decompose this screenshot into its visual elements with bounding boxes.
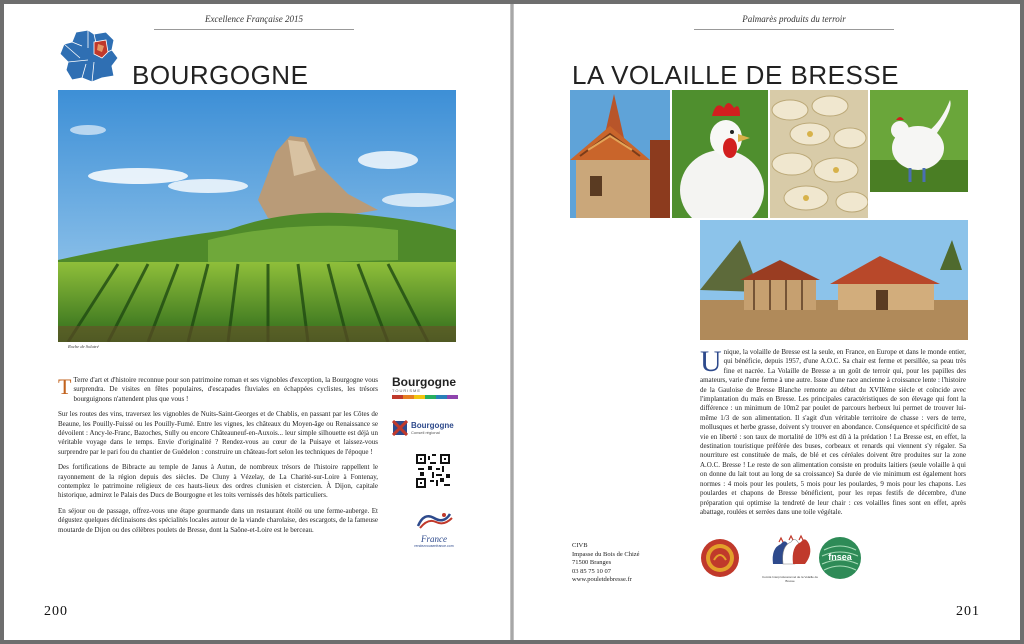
- france-tourism-logo: [406, 510, 462, 548]
- wrapped-poultry-photo: [770, 90, 868, 218]
- dropcap: T: [58, 374, 72, 399]
- region-shield-icon: [392, 420, 408, 436]
- france-logo-url: rendezvousenfrance.com: [414, 544, 454, 548]
- contact-org: CIVB: [572, 542, 588, 549]
- contact-address: Impasse du Bois de Chizé: [572, 550, 640, 558]
- paragraph-intro: [58, 376, 378, 404]
- region-logo-sub: Conseil régional: [411, 430, 440, 435]
- vineyard-photo: [58, 90, 456, 342]
- running-rule-right: [694, 29, 894, 30]
- dropcap: U: [700, 345, 722, 378]
- running-rule-left: [154, 29, 354, 30]
- page-number-left: 200: [44, 604, 68, 619]
- three-roosters-icon: [767, 534, 813, 570]
- france-logo-wordmark: France: [421, 534, 447, 544]
- paragraph: En séjour ou de passage, offrez-vous une étape gourmande dans un restaurant étoilé ou une ferme-auberge. Et dégustez quelques déclinaisons des spécialités locales autour de la viande charolaise, des escargots, de la fameuse moutarde de Dijon ou des célèbres poulets de Bresse, dont la Saône-et-Loire est le berceau.: [58, 506, 378, 534]
- paragraph: Des fortifications de Bibracte au temple de Janus à Autun, de nombreux trésors de l'histoire rappellent le rayonnement de la région depuis des siècles. De Cluny à Vézelay, de La Charité-sur-Loire à Fontenay, contemplez le patrimoine religieux de ces hauts-lieux des ordres clunisien et cistercien. À Dijon, capitale historique, admirez le Palais des Ducs de Bourgogne et les toits vernissés des hôtels particuliers.: [58, 463, 378, 500]
- bourgogne-region-logo: [392, 418, 462, 438]
- page-title-bourgogne: BOURGOGNE: [132, 60, 309, 90]
- running-title-left: Excellence Française 2015: [205, 14, 303, 24]
- bourgogne-tourisme-logo: [392, 376, 458, 404]
- fnsea-logo: [818, 536, 862, 580]
- bresse-farm-photo: [700, 220, 968, 340]
- right-page: [514, 4, 1020, 640]
- france-flag-swirl-icon: [414, 510, 454, 530]
- color-stripe-icon: [392, 395, 458, 399]
- church-tower-photo: [570, 90, 670, 218]
- page-title-volaille: LA VOLAILLE DE BRESSE: [572, 60, 899, 90]
- white-chicken-photo: [870, 90, 968, 192]
- contact-city: 71500 Branges: [572, 559, 612, 566]
- contact-website-link[interactable]: www.pouletdebresse.fr: [572, 576, 632, 583]
- magazine-spread: [4, 4, 1020, 640]
- bourgogne-logo-wordmark: Bourgogne: [392, 375, 456, 389]
- bourgogne-logo-sub: TOURISME: [392, 388, 422, 393]
- article-body-left: [58, 376, 378, 541]
- contact-block: [572, 542, 640, 585]
- rooster-head-photo: [672, 90, 768, 218]
- paragraph-text: nique, la volaille de Bresse est la seule, en France, en Europe et dans le monde entier, qui bénéficie, depuis 1957, d'une A.O.C. Sa chair est ferme et persillée, sa peau très fine et nacrée. La Volaille de Bresse a un goût de terroir qui, pour les papilles des amateurs, varie d'une ferme à une autre. Issue d'une race ancienne à croissance lente : l'histoire de la Gauloise de Bresse Blanche remonte au début du XVIIème siècle et coïncide avec l'implantation du maïs en Bresse. Les principales caractéristiques de son élevage qui font la différence : un minimum de 10m2 par poulet de parcours herbeux lui permet de trouver lui-même 1/3 de son alimentation. Il s'agit d'un véritable territoire de chasse : vers de terre, mollusques et herbe grasse, doivent s'y trouver en abondance. Conséquence et spécificité de sa vie en liberté : son taux de mortalité de 10% est dû à la prédation ! La Bresse est, en effet, la destination touristique préférée des buses, corbeaux et renards qui viennent s'y régaler. Sa nourriture est constituée de maïs, de blé et ces céréales doivent être produites sur la zone A.O.C. Bresse ! Le reste de son alimentation consiste en produits laitiers (seule volaille à qui on donne du lait tout au long de sa croissance) Sa durée de vie minimum est également hors normes : 4 mois pour les poulets, 5 mois pour les poulardes, 9 mois pour les chapons. Les poulardes et chapons de Bresse bénéficient, pour les repas festifs de décembre, d'une préparation qui optimise la tendreté de leur chair : ces volailles fines sont en effet, après abattage, roulées et serrées dans une toile végétale.: [700, 348, 966, 516]
- paragraph: [700, 345, 966, 517]
- left-page: [4, 4, 510, 640]
- article-body-right: [700, 345, 966, 523]
- france-map-icon: [58, 28, 122, 84]
- paragraph-intro-text: Terre d'art et d'histoire reconnue pour son patrimoine roman et ses vignobles d'exception, la Bourgogne vous surprendra. De visites en fêtes populaires, d'escapades fluviales en échappées cyclistes, les trésors bourguignons n'attendent plus que vous !: [73, 376, 378, 403]
- civb-caption: Comité Interprofessionnel de la Volaille de Bresse: [761, 575, 819, 583]
- aoc-seal-icon: [700, 538, 740, 578]
- photo-caption: Roche de Solutré: [68, 344, 99, 349]
- page-number-right: 201: [956, 604, 980, 619]
- civb-logo: [760, 534, 820, 582]
- paragraph: Sur les routes des vins, traversez les vignobles de Nuits-Saint-Georges et de Chablis, en passant par les Côtes de Beaune, les Pouilly-Fuissé ou les Pouilly-Fumé. Entre les vignes, les châteaux du Moyen-âge ou Renaissance se dévoilent : Ancy-le-Franc, Bazoches, Sully ou encore Châteauneuf-en-Auxois... leur simple silhouette est déjà un véritable voyage dans le temps. Envie d'originalité ? Rendez-vous au cœur de la Puisaye et laissez-vous surprendre par le pari fou du chantier de Guédelon : construire un château-fort selon les techniques de l'époque !: [58, 410, 378, 456]
- running-title-right: Palmarès produits du terroir: [742, 14, 846, 24]
- region-logo-wordmark: Bourgogne: [411, 421, 454, 430]
- contact-phone: 03 85 75 10 07: [572, 567, 611, 575]
- qr-code-icon[interactable]: [416, 454, 450, 488]
- fnsea-wordmark: fnsea: [828, 552, 852, 562]
